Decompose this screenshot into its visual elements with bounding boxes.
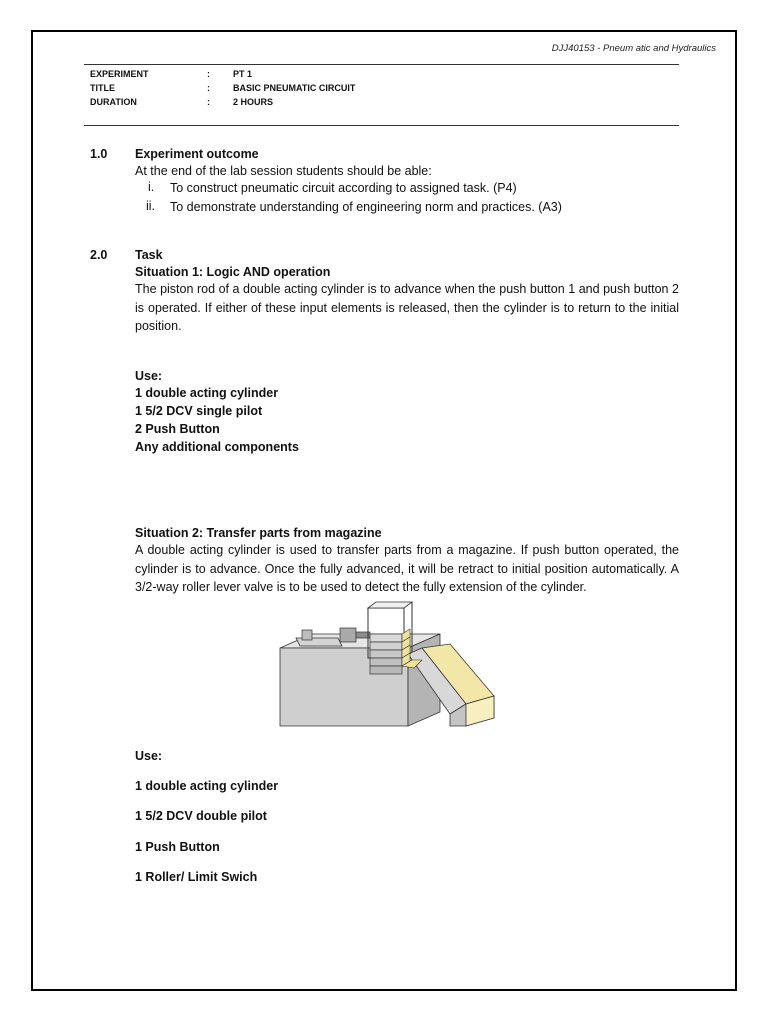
- section2-title: Task: [135, 248, 163, 262]
- situation1-body: The piston rod of a double acting cylinder is to advance when the push button 1 and push button 2 is operated. If either of these input elements is released, then the cylinder is to return to the initial position.: [135, 282, 679, 333]
- info-key: DURATION: [90, 97, 137, 107]
- magazine-transfer-illustration: [272, 600, 496, 740]
- list-number: i.: [148, 180, 155, 194]
- situation2-body: A double acting cylinder is used to transfer parts from a magazine. If push button operated, the cylinder is to advance. Once the fully advanced, it will be retract to initial position automatically. A 3/2-way roller lever valve is to be used to detect the fully extension of the cylinder.: [135, 543, 679, 594]
- situation2-title: Situation 2: Transfer parts from magazine: [135, 526, 382, 540]
- header-rule-top: [84, 64, 679, 65]
- info-sep: :: [207, 97, 210, 107]
- info-sep: :: [207, 83, 210, 93]
- use-item: Any additional components: [135, 440, 299, 454]
- use-item: 1 Push Button: [135, 840, 220, 854]
- use-item: 2 Push Button: [135, 422, 220, 436]
- info-value: 2 HOURS: [233, 97, 274, 107]
- info-key: TITLE: [90, 83, 115, 93]
- info-value: BASIC PNEUMATIC CIRCUIT: [233, 83, 356, 93]
- info-value: PT 1: [233, 69, 253, 79]
- situation2-use-label: Use:: [135, 749, 163, 763]
- section2-number: 2.0: [90, 248, 108, 262]
- header-rule-bottom: [84, 125, 679, 126]
- info-key: EXPERIMENT: [90, 69, 149, 79]
- situation1-use-label: Use:: [135, 369, 163, 383]
- use-item: 1 double acting cylinder: [135, 386, 279, 400]
- list-item: To construct pneumatic circuit according to assigned task. (P4): [170, 181, 517, 195]
- section1-title: Experiment outcome: [135, 147, 259, 161]
- use-item: 1 5/2 DCV double pilot: [135, 809, 267, 823]
- info-sep: :: [207, 69, 210, 79]
- situation1-title: Situation 1: Logic AND operation: [135, 265, 331, 279]
- use-item: 1 Roller/ Limit Swich: [135, 870, 258, 884]
- course-header: DJJ40153 - Pneum atic and Hydraulics: [551, 43, 716, 54]
- section1-number: 1.0: [90, 147, 108, 161]
- list-number: ii.: [146, 199, 156, 213]
- use-item: 1 double acting cylinder: [135, 779, 279, 793]
- list-item: To demonstrate understanding of engineering norm and practices. (A3): [170, 200, 562, 214]
- use-item: 1 5/2 DCV single pilot: [135, 404, 263, 418]
- section1-intro: At the end of the lab session students should be able:: [135, 164, 432, 178]
